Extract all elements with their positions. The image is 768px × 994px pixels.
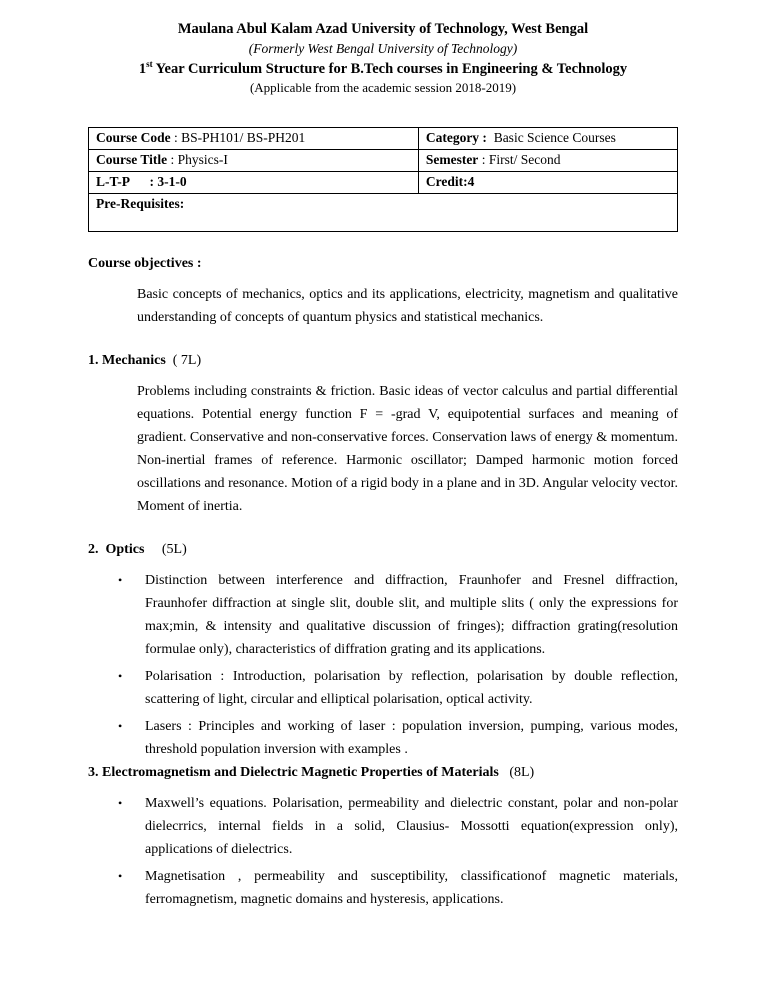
table-row xyxy=(89,149,678,171)
table-row xyxy=(89,171,678,193)
mechanics-heading-text: 1. Mechanics xyxy=(88,352,166,368)
optics-heading-text: 2. Optics xyxy=(88,541,145,557)
category-value: Basic Science Courses xyxy=(486,130,616,146)
mechanics-heading-hours: ( 7L) xyxy=(165,352,202,368)
electromagnetism-heading-text: 3. Electromagnetism and Dielectric Magnetic Properties of Materials xyxy=(88,764,499,780)
mechanics-heading xyxy=(88,353,678,369)
applicable-session-line: (Applicable from the academic session 2018-2019) xyxy=(249,80,517,96)
ltp-label: L-T-P : 3-1-0 xyxy=(96,174,187,190)
optics-bullet-2: Polarisation : Introduction, polarisation by reflection, polarisation by double reflection, scattering of light, circular and elliptical polarisation, optical activity. xyxy=(145,668,678,707)
formerly-line: (Formerly West Bengal University of Technology) xyxy=(248,40,518,56)
electromagnetism-heading xyxy=(88,765,678,781)
list-item xyxy=(118,569,678,661)
semester-label: Semester xyxy=(425,152,479,168)
electromagnetism-bullet-1: Maxwell’s equations. Polarisation, permeability and dielectric constant, polar and non-polar dielecrrics, internal fields in a solid, Clausius- Mossotti equation(expression only), applications of dielectrics. xyxy=(145,795,678,857)
course-code-cell xyxy=(89,127,419,149)
curriculum-title-ordinal: st xyxy=(146,58,153,69)
table-row xyxy=(89,193,678,231)
list-item xyxy=(118,665,678,711)
optics-heading-hours: (5L) xyxy=(144,541,187,557)
course-code-value: : BS-PH101/ BS-PH201 xyxy=(170,130,306,146)
university-name: Maulana Abul Kalam Azad University of Technology, West Bengal xyxy=(177,21,589,37)
electromagnetism-bullet-2: Magnetisation , permeability and susceptibility, classificationof magnetic materials, ferromagnetism, magnetic domains and hysteresis, applications. xyxy=(145,868,678,907)
course-title-cell xyxy=(89,149,419,171)
course-objectives-paragraph: Basic concepts of mechanics, optics and its applications, electricity, magnetism and qualitative understanding of concepts of quantum physics and statistical mechanics. xyxy=(137,286,678,325)
curriculum-title xyxy=(88,58,678,79)
semester-cell xyxy=(418,149,677,171)
list-item xyxy=(118,792,678,861)
bullet-icon: • xyxy=(118,868,123,883)
bullet-icon: • xyxy=(118,668,123,683)
course-code-label: Course Code xyxy=(96,130,171,146)
list-item xyxy=(118,715,678,761)
curriculum-title-rest: Year Curriculum Structure for B.Tech courses in Engineering & Technology xyxy=(152,60,628,77)
semester-value: : First/ Second xyxy=(478,152,561,168)
bullet-icon: • xyxy=(118,795,123,810)
table-row xyxy=(89,127,678,149)
credit-cell xyxy=(418,171,677,193)
optics-bullet-1: Distinction between interference and diffraction, Fraunhofer and Fresnel diffraction, Fraunhofer diffraction at single slit, double slit, and multiple slits ( only the expressions for max;min, & intensity and qualitative discussion of fringes); diffraction grating(resolution formulae only), characteristics of diffration grating and its applications. xyxy=(145,572,678,657)
course-info-table xyxy=(88,127,678,232)
optics-bullet-list xyxy=(88,569,678,761)
curriculum-title-number: 1 xyxy=(138,60,147,77)
course-title-label: Course Title xyxy=(96,152,168,168)
prerequisites-cell xyxy=(89,193,678,231)
course-objectives-heading-text: Course objectives : xyxy=(88,255,202,271)
ltp-cell xyxy=(89,171,419,193)
electromagnetism-bullet-list xyxy=(88,792,678,911)
mechanics-paragraph: Problems including constraints & friction. Basic ideas of vector calculus and partial differential equations. Potential energy function F = -grad V, equipotential surfaces and meaning of gradient. Conservative and non-conservative forces. Conservation laws of energy & momentum. Non-inertial frames of reference. Harmonic oscillator; Damped harmonic motion forced oscillations and resonance. Motion of a rigid body in a plane and in 3D. Angular velocity vector. Moment of inertia. xyxy=(137,383,678,514)
document-header xyxy=(88,20,678,97)
optics-heading xyxy=(88,542,678,558)
electromagnetism-heading-hours: (8L) xyxy=(498,764,535,780)
category-cell xyxy=(418,127,677,149)
bullet-icon: • xyxy=(118,572,123,587)
optics-bullet-3: Lasers : Principles and working of laser : population inversion, pumping, various modes, threshold population inversion with examples . xyxy=(145,718,678,757)
course-title-value: : Physics-I xyxy=(167,152,228,168)
prerequisites-label: Pre-Requisites: xyxy=(96,195,185,211)
credit-label: Credit:4 xyxy=(425,174,475,190)
category-label: Category : xyxy=(425,130,487,146)
bullet-icon: • xyxy=(118,718,123,733)
list-item xyxy=(118,865,678,911)
course-objectives-heading xyxy=(88,256,678,272)
